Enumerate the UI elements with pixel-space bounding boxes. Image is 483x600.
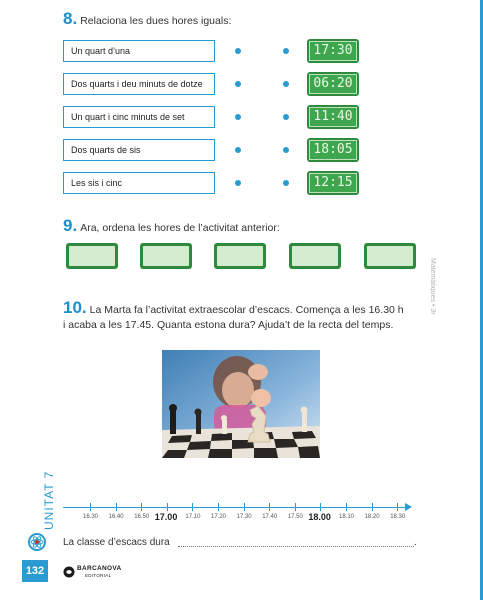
match-left-2[interactable]: Dos quarts i deu minuts de dotze	[63, 73, 215, 95]
time-tick-label: 17.00	[154, 512, 178, 522]
match-dot-left-2[interactable]	[235, 81, 241, 87]
time-tick-label: 18.10	[339, 514, 355, 520]
answer-prefix: La classe d’escacs dura	[63, 537, 170, 548]
match-left-3[interactable]: Un quart i cinc minuts de set	[63, 106, 215, 128]
time-tick	[320, 503, 321, 511]
time-tick-label: 16.40	[108, 514, 124, 520]
time-tick	[90, 503, 91, 511]
time-line-arrow	[405, 503, 412, 511]
page-number: 132	[25, 565, 45, 577]
exercise-10-text	[63, 300, 443, 333]
match-dot-right-2[interactable]	[283, 81, 289, 87]
match-dot-right-5[interactable]	[283, 180, 289, 186]
digital-clock-4	[307, 138, 359, 162]
clock-display-5: 12:15	[309, 173, 357, 193]
chess-photo-illustration	[162, 350, 320, 458]
answer-box-2[interactable]	[140, 243, 192, 269]
time-tick-label: 17.40	[262, 514, 278, 520]
digital-clock-5	[307, 171, 359, 195]
clock-display-3: 11:40	[309, 107, 357, 127]
match-dot-left-5[interactable]	[235, 180, 241, 186]
match-dot-right-3[interactable]	[283, 114, 289, 120]
answer-period: .	[414, 537, 417, 548]
answer-box-5[interactable]	[364, 243, 416, 269]
atom-icon	[30, 535, 44, 549]
publisher-mark-icon	[63, 566, 75, 578]
exercise-10-line-2: i acaba a les 17.45. Quanta estona dura? Ajuda’t de la recta del temps.	[63, 319, 394, 331]
answer-line[interactable]	[178, 546, 414, 547]
digital-clock-2	[307, 72, 359, 96]
match-dot-left-4[interactable]	[235, 147, 241, 153]
time-tick	[141, 503, 142, 511]
time-tick-label: 16.30	[83, 514, 99, 520]
time-tick-label: 17.30	[236, 514, 252, 520]
publisher-name: BARCANOVA	[77, 565, 122, 572]
time-tick	[295, 503, 296, 511]
exercise-9-heading	[63, 216, 280, 236]
exercise-10-number: 10.	[63, 298, 87, 317]
clock-display-4: 18:05	[309, 140, 357, 160]
answer-box-4[interactable]	[289, 243, 341, 269]
match-left-1[interactable]: Un quart d’una	[63, 40, 215, 62]
exercise-9-prompt: Ara, ordena les hores de l’activitat anterior:	[80, 222, 280, 234]
time-tick	[372, 503, 373, 511]
clock-display-1: 17:30	[309, 41, 357, 61]
time-tick-label: 16.50	[134, 514, 150, 520]
match-dot-left-3[interactable]	[235, 114, 241, 120]
exercise-8-heading	[63, 9, 231, 29]
time-tick	[192, 503, 193, 511]
publisher-subname: EDITORIAL	[85, 573, 112, 578]
time-tick-label: 18.00	[308, 512, 331, 522]
time-tick	[116, 503, 117, 511]
clock-display-2: 06:20	[309, 74, 357, 94]
match-left-5[interactable]: Les sis i cinc	[63, 172, 215, 194]
time-tick	[397, 503, 398, 511]
answer-sentence	[63, 537, 170, 548]
unit-label: UNITAT 7	[42, 470, 56, 530]
time-tick-label: 17.10	[185, 514, 201, 520]
match-dot-right-1[interactable]	[283, 48, 289, 54]
page-number-box	[22, 560, 48, 582]
time-tick	[269, 503, 270, 511]
exercise-8-prompt: Relaciona les dues hores iguals:	[80, 15, 232, 27]
time-tick	[346, 503, 347, 511]
exercise-8-number: 8.	[63, 9, 78, 28]
match-left-4[interactable]: Dos quarts de sis	[63, 139, 215, 161]
exercise-10-line-1: La Marta fa l’activitat extraescolar d’escacs. Comença a les 16.30 h	[89, 304, 404, 316]
unit-icon	[28, 533, 46, 551]
time-tick	[244, 503, 245, 511]
time-tick	[218, 503, 219, 511]
time-tick-label: 18.20	[364, 514, 380, 520]
subject-side-label: Matemàtiques • 3r	[429, 258, 436, 315]
digital-clock-3	[307, 105, 359, 129]
answer-box-1[interactable]	[66, 243, 118, 269]
time-tick-label: 17.20	[211, 514, 227, 520]
time-tick-label: 17.50	[287, 514, 303, 520]
answer-box-3[interactable]	[214, 243, 266, 269]
time-tick-label: 18.30	[390, 514, 406, 520]
chess-photo	[162, 350, 320, 458]
time-tick	[167, 503, 168, 511]
match-dot-left-1[interactable]	[235, 48, 241, 54]
exercise-9-number: 9.	[63, 216, 78, 235]
match-dot-right-4[interactable]	[283, 147, 289, 153]
digital-clock-1	[307, 39, 359, 63]
